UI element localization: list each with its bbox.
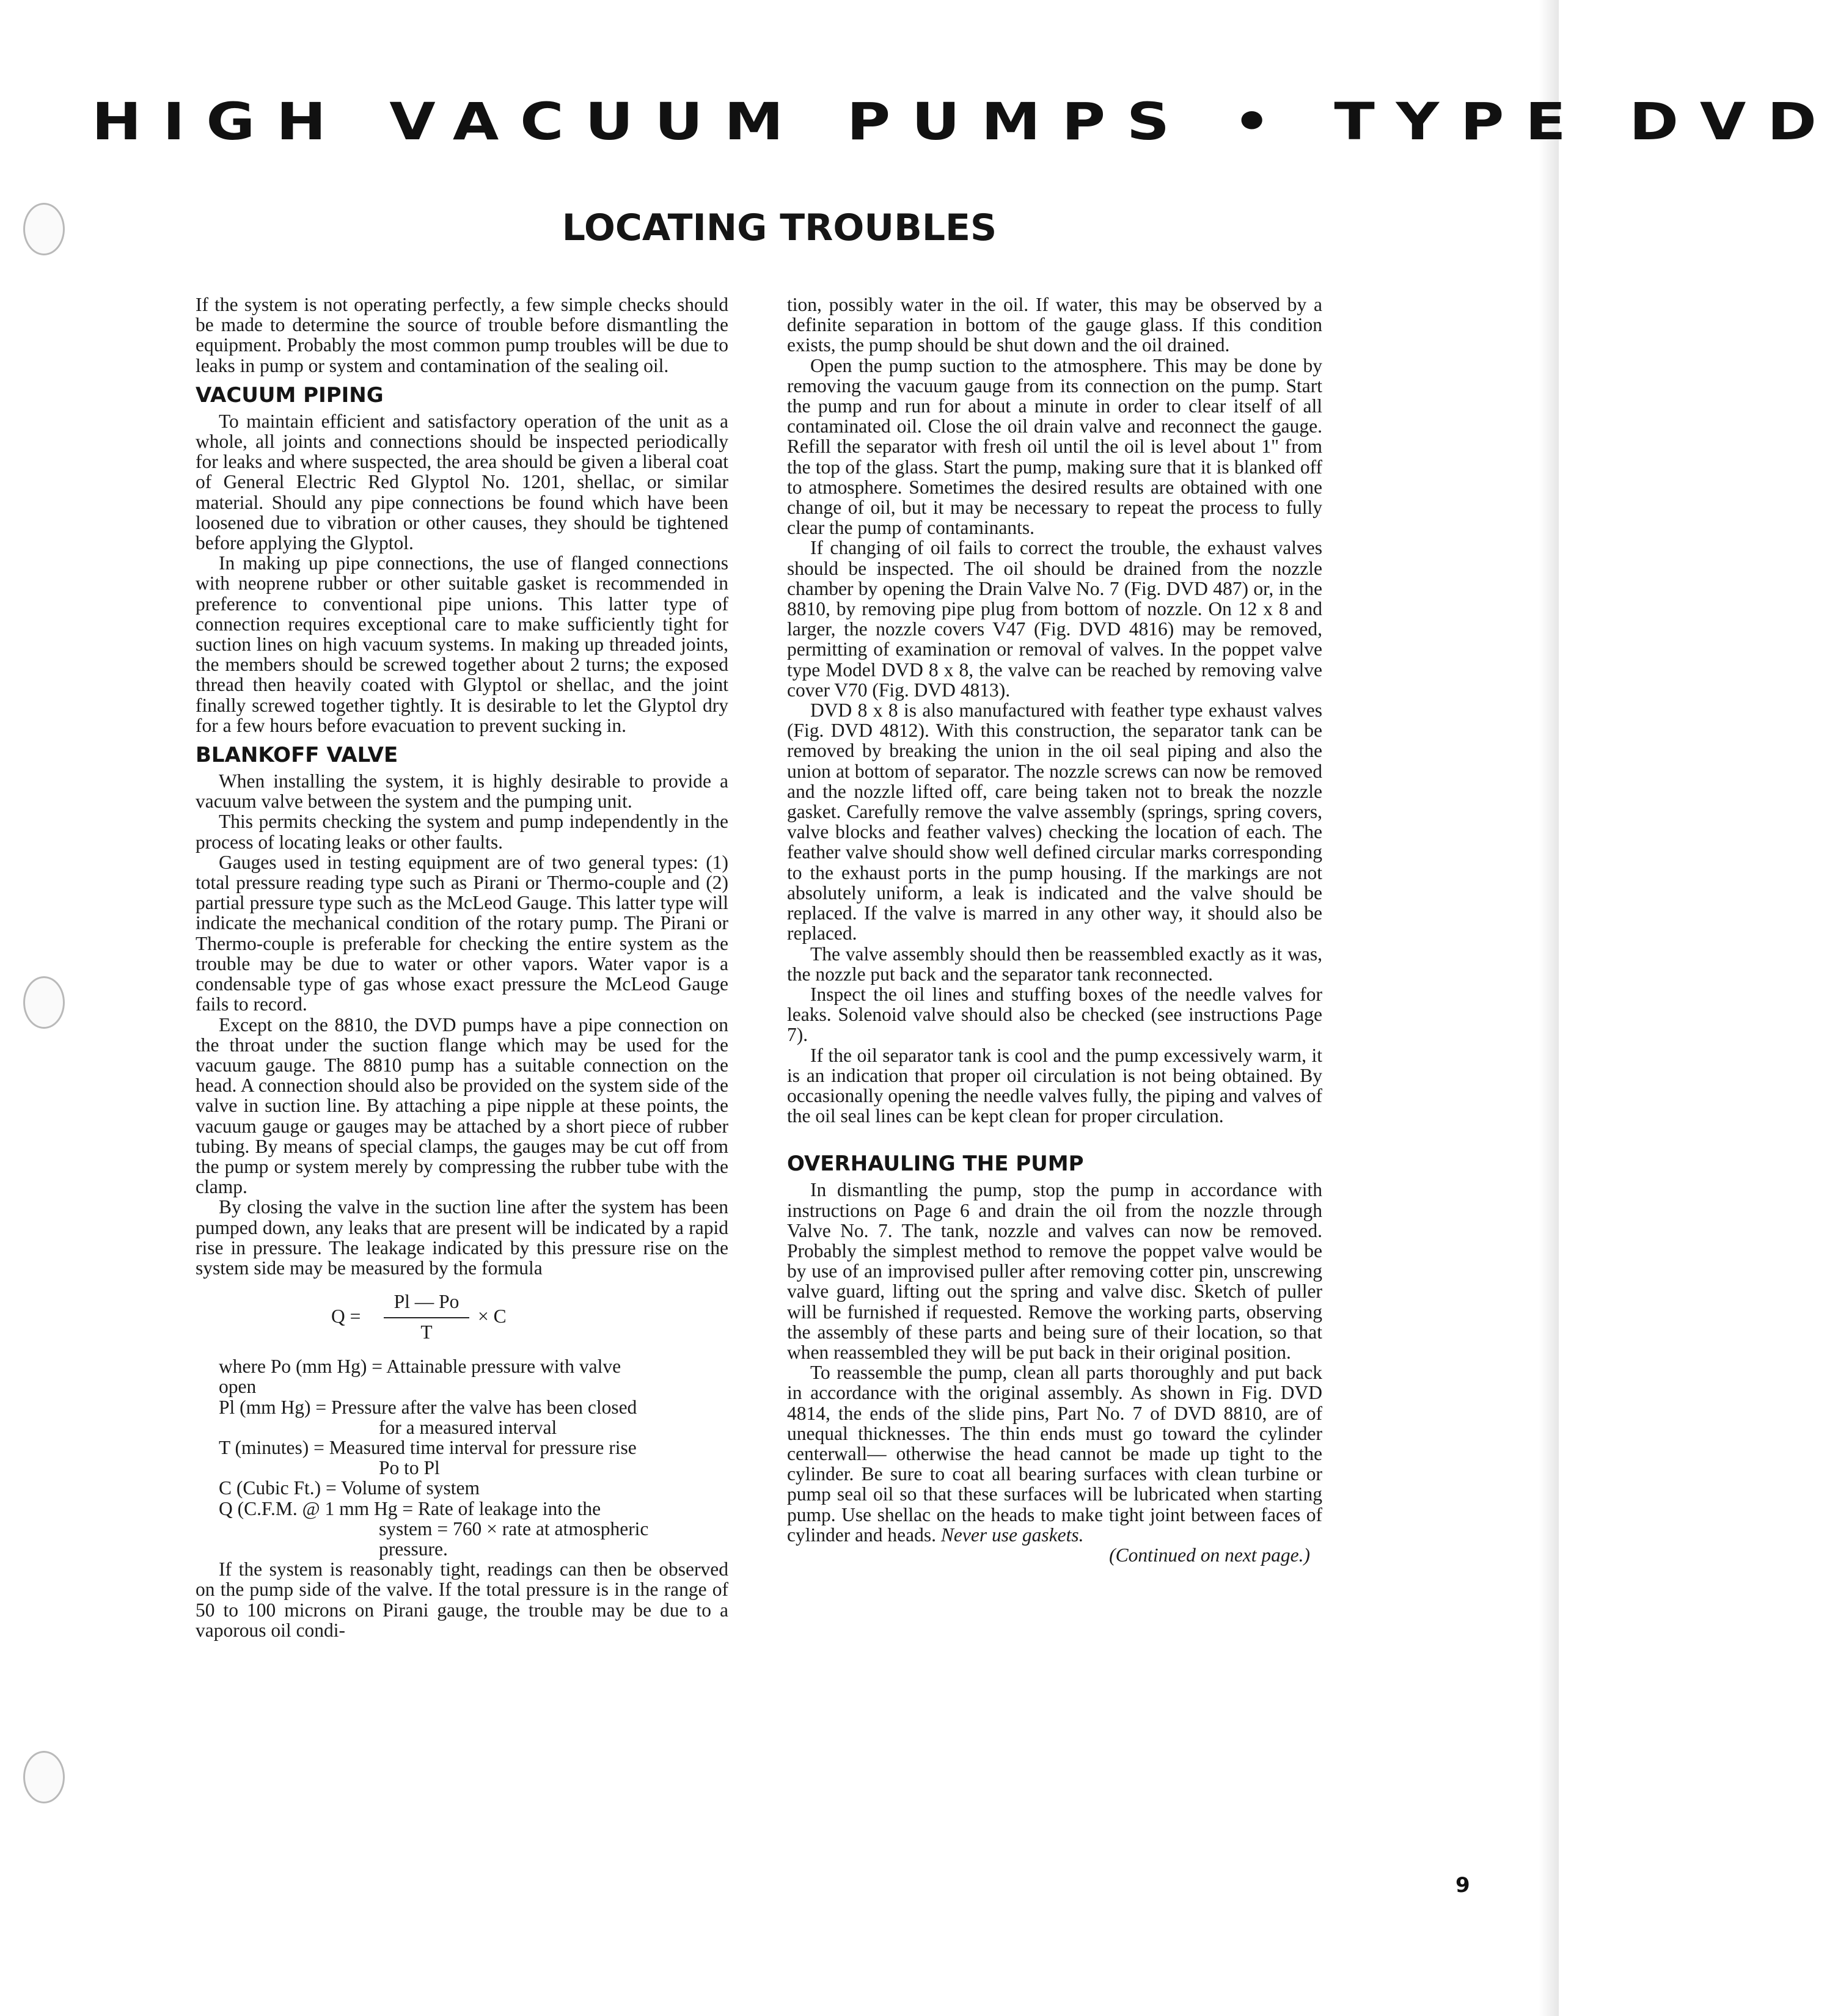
right-paragraph-7: If the oil separator tank is cool and the pump excessively warm, it is an indication that proper oil circulation is not being obtained. By occasionally opening the needle valves fully, the piping and valves of the oil seal lines can be kept clean for proper circulation. [787, 1044, 1322, 1127]
overhaul-paragraph-2-text: To reassemble the pump, clean all parts thoroughly and put back in accordance with the original assembly. As shown in Fig. DVD 4814, the ends of the slide pins, Part No. 7 of DVD 8810, are of unequal thicknesses. The thin ends must go toward the cylinder centerwall— otherwise the head cannot be made up tight to the cylinder. Be sure to coat all bearing surfaces with clean turbine or pump seal oil so that these surfaces will be lubricated when starting pump. Use shellac on the heads to make tight joint between faces of cylinder and heads. [787, 1362, 1322, 1546]
definition-pl-text: Pl (mm Hg) = Pressure after the valve has been closed [219, 1396, 637, 1418]
left-closing-paragraph: If the system is reasonably tight, readings can then be observed on the pump side of the valve. If the total pressure is in the range of 50 to 100 microns on Pirani gauge, the trouble may be due to a vaporous oil condi- [196, 1558, 728, 1641]
main-title: HIGH VACUUM PUMPS • TYPE DVD [92, 92, 1838, 152]
vacuum-piping-paragraph-1: To maintain efficient and satisfactory operation of the unit as a whole, all joints and connections should be inspected periodically for leaks and where suspected, the area should be given a liberal coat of General Electric Red Glyptol No. 1201, shellac, or similar material. Should any pipe connections be found which have been loosened due to vibration or other causes, they should be tightened before applying the Glyptol. [196, 410, 728, 554]
page-number: 9 [1455, 1873, 1470, 1897]
definition-c-text: C (Cubic Ft.) = Volume of system [219, 1477, 480, 1499]
definition-q-cont2: pressure. [379, 1538, 448, 1560]
blankoff-valve-heading: BLANKOFF VALVE [196, 743, 398, 768]
definition-po [196, 1356, 728, 1397]
formula-fraction-bar [384, 1317, 469, 1318]
punch-hole-bottom [23, 1751, 65, 1803]
blankoff-paragraph-4: Except on the 8810, the DVD pumps have a pipe connection on the throat under the suction flange which may be used for the vacuum gauge. The 8810 pump has a suitable connection on the head. A connection should also be provided on the system side of the valve in suction line. By attaching a pipe nipple at these points, the vacuum gauge or gauges may be attached by a short piece of rubber tubing. By means of special clamps, the gauges may be cut off from the pump or system merely by compressing the rubber tube with the clamp. [196, 1013, 728, 1198]
overhaul-paragraph-1: In dismantling the pump, stop the pump in accordance with instructions on Page 6 and drain the oil from the nozzle through Valve No. 7. The tank, nozzle and valves can now be removed. Probably the simplest method to remove the poppet valve would be by use of an improvised puller after removing cotter pin, unscrewing valve guard, lifting out the spring and valve disc. Sketch of puller will be furnished if requested. Remove the working parts, observing the assembly of these parts and being sure of their location, so that when reassembled they will be put back in their original position. [787, 1179, 1322, 1363]
punch-hole-middle [23, 976, 65, 1029]
intro-paragraph: If the system is not operating perfectly, a few simple checks should be made to determine the source of trouble before dismantling the equipment. Probably the most common pump troubles will be due to leaks in pump or system and contamination of the sealing oil. [196, 294, 728, 376]
right-paragraph-4: DVD 8 x 8 is also manufactured with feather type exhaust valves (Fig. DVD 4812). With this construction, the separator tank can be removed by breaking the union in the oil seal piping and also the union at bottom of separator. The nozzle screws can now be removed and the nozzle lifted off, care being taken not to break the nozzle gasket. Carefully remove the valve assembly (springs, spring covers, valve blocks and feather valves) checking the location of each. The feather valve should show well defined circular marks corresponding to the exhaust ports in the pump housing. If the markings are not absolutely uniform, a leak is indicated and the valve should be replaced. If the valve is marred in any other way, it should also be replaced. [787, 699, 1322, 944]
right-paragraph-2: Open the pump suction to the atmosphere. This may be done by removing the vacuum gauge from its connection on the pump. Start the pump and run for about a minute in order to clear itself of all contaminated oil. Close the oil drain valve and reconnect the gauge. Refill the separator with fresh oil until the oil is level about 1" from the top of the glass. Start the pump, making sure that it is blanked off to atmosphere. Sometimes the desired results are obtained with one change of oil, but it may be necessary to repeat the process to fully clear the pump of contaminants. [787, 354, 1322, 539]
definition-q-cont: system = 760 × rate at atmospheric [379, 1517, 649, 1539]
section-title: LOCATING TROUBLES [562, 206, 997, 249]
formula-definitions [196, 1356, 728, 1559]
blankoff-paragraph-2: This permits checking the system and pump independently in the process of locating leaks or other faults. [196, 811, 728, 853]
definition-q [196, 1499, 728, 1560]
overhauling-heading: OVERHAULING THE PUMP [787, 1152, 1084, 1177]
right-paragraph-5: The valve assembly should then be reassembled exactly as it was, the nozzle put back and the separator tank reconnected. [787, 943, 1322, 985]
overhaul-paragraph-2 [787, 1362, 1322, 1545]
definition-t-text: T (minutes) = Measured time interval for pressure rise [219, 1436, 637, 1458]
blankoff-paragraph-3: Gauges used in testing equipment are of two general types: (1) total pressure reading type such as Pirani or Thermo-couple and (2) partial pressure type such as the McLeod Gauge. This latter type will indicate the mechanical condition of the rotary pump. The Pirani or Thermo-couple is preferable for checking the entire system as the trouble may be due to water or other vapors. Water vapor is a condensable type of gas whose exact pressure the McLeod Gauge fails to record. [196, 851, 728, 1015]
definition-po-text: where Po (mm Hg) = Attainable pressure with valve [219, 1356, 621, 1378]
right-paragraph-3: If changing of oil fails to correct the trouble, the exhaust valves should be inspected. The oil should be drained from the nozzle chamber by opening the Drain Valve No. 7 (Fig. DVD 487) or, in the 8810, by removing pipe plug from bottom of nozzle. On 12 x 8 and larger, the nozzle covers V47 (Fig. DVD 4816) may be removed, permitting of examination or removal of valves. In the poppet valve type Model DVD 8 x 8, the valve can be reached by removing valve cover V70 (Fig. DVD 4813). [787, 537, 1322, 701]
vacuum-piping-heading: VACUUM PIPING [196, 382, 384, 407]
definition-q-text: Q (C.F.M. @ 1 mm Hg = Rate of leakage into the [219, 1497, 601, 1519]
never-use-gaskets-note: Never use gaskets. [940, 1524, 1084, 1546]
blankoff-paragraph-5: By closing the valve in the suction line after the system has been pumped down, any leaks that are present will be indicated by a rapid rise in pressure. The leakage indicated by this pressure rise on the system side may be measured by the formula [196, 1196, 728, 1279]
left-column [196, 294, 728, 1640]
page-edge-shadow [1539, 0, 1559, 2016]
right-paragraph-6: Inspect the oil lines and stuffing boxes of the needle valves for leaks. Solenoid valve should also be checked (see instructions Page 7). [787, 983, 1322, 1046]
right-column [787, 294, 1322, 1565]
definition-t [196, 1437, 728, 1478]
definition-pl [196, 1397, 728, 1437]
definition-pl-cont: for a measured interval [379, 1416, 557, 1438]
vacuum-piping-paragraph-2: In making up pipe connections, the use of flanged connections with neoprene rubber or other suitable gasket is recommended in preference to conventional pipe unions. This latter type of connection requires exceptional care to make sufficiently tight for suction lines on high vacuum systems. In making up threaded joints, the members should be screwed together about 2 turns; the exposed thread then heavily coated with Glyptol or shellac, and the joint finally screwed together tightly. It is desirable to let the Glyptol dry for a few hours before evacuation to prevent sucking in. [196, 552, 728, 736]
leakage-formula [196, 1291, 728, 1345]
definition-c [196, 1478, 728, 1498]
formula-denominator: T [420, 1321, 433, 1343]
definition-t-cont: Po to Pl [379, 1457, 440, 1479]
blankoff-paragraph-1: When installing the system, it is highly desirable to provide a vacuum valve between the system and the pumping unit. [196, 770, 728, 813]
formula-multiplier: × C [478, 1306, 507, 1328]
formula-lhs: Q = [331, 1306, 361, 1328]
continued-note: (Continued on next page.) [1109, 1544, 1310, 1566]
right-paragraph-1: tion, possibly water in the oil. If water, this may be observed by a definite separation in bottom of the gauge glass. If this condition exists, the pump should be shut down and the oil drained. [787, 294, 1322, 356]
definition-po-cont: open [219, 1376, 257, 1398]
formula-numerator: Pl — Po [394, 1291, 460, 1313]
